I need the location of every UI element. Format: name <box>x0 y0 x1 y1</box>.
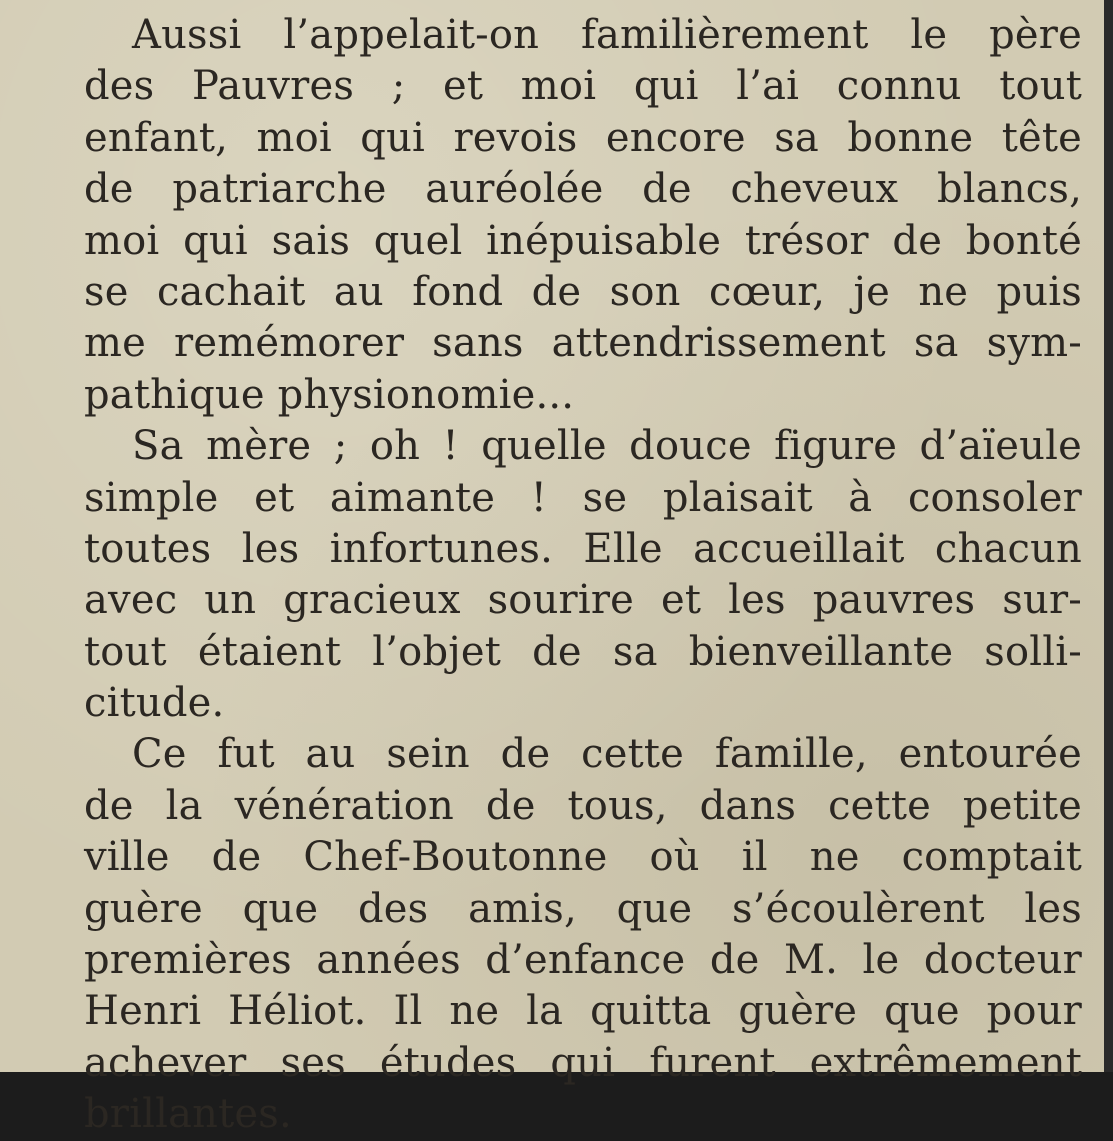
paragraph-1 <box>84 10 1082 421</box>
text-line: de patriarche auréolée de cheveux blancs, <box>84 166 1082 213</box>
paragraph-3 <box>84 729 1082 1140</box>
scan-border <box>1104 0 1113 1072</box>
text-line: Sa mère ; oh ! quelle douce figure d’aïeule <box>132 423 1082 470</box>
text-line: enfant, moi qui revois encore sa bonne tête <box>84 114 1082 161</box>
text-line: guère que des amis, que s’écoulèrent les <box>84 885 1082 932</box>
text-line: tout étaient l’objet de sa bienveillante solli- <box>84 628 1082 675</box>
text-line: me remémorer sans attendrissement sa sym- <box>84 320 1082 367</box>
text-line: brillantes. <box>84 1091 292 1138</box>
text-line: Aussi l’appelait-on familièrement le père <box>132 12 1082 58</box>
text-line: simple et aimante ! se plaisait à consoler <box>84 474 1082 521</box>
text-line: pathique physionomie... <box>84 371 575 418</box>
text-line: citude. <box>84 680 225 727</box>
paragraph-2 <box>84 421 1082 729</box>
text-line: Ce fut au sein de cette famille, entourée <box>132 731 1082 778</box>
text-line: des Pauvres ; et moi qui l’ai connu tout <box>84 63 1082 110</box>
text-line: Henri Héliot. Il ne la quitta guère que pour <box>84 988 1082 1035</box>
text-line: ville de Chef-Boutonne où il ne comptait <box>84 834 1082 881</box>
text-line: de la vénération de tous, dans cette petite <box>84 782 1082 829</box>
article-column <box>84 10 1082 1141</box>
text-line: toutes les infortunes. Elle accueillait chacun <box>84 525 1082 572</box>
text-line: achever ses études qui furent extrêmement <box>84 1039 1082 1086</box>
text-line: moi qui sais quel inépuisable trésor de bonté <box>84 217 1082 264</box>
text-line: se cachait au fond de son cœur, je ne puis <box>84 268 1082 315</box>
text-line: avec un gracieux sourire et les pauvres sur- <box>84 577 1082 624</box>
text-line: premières années d’enfance de M. le docteur <box>84 937 1082 984</box>
